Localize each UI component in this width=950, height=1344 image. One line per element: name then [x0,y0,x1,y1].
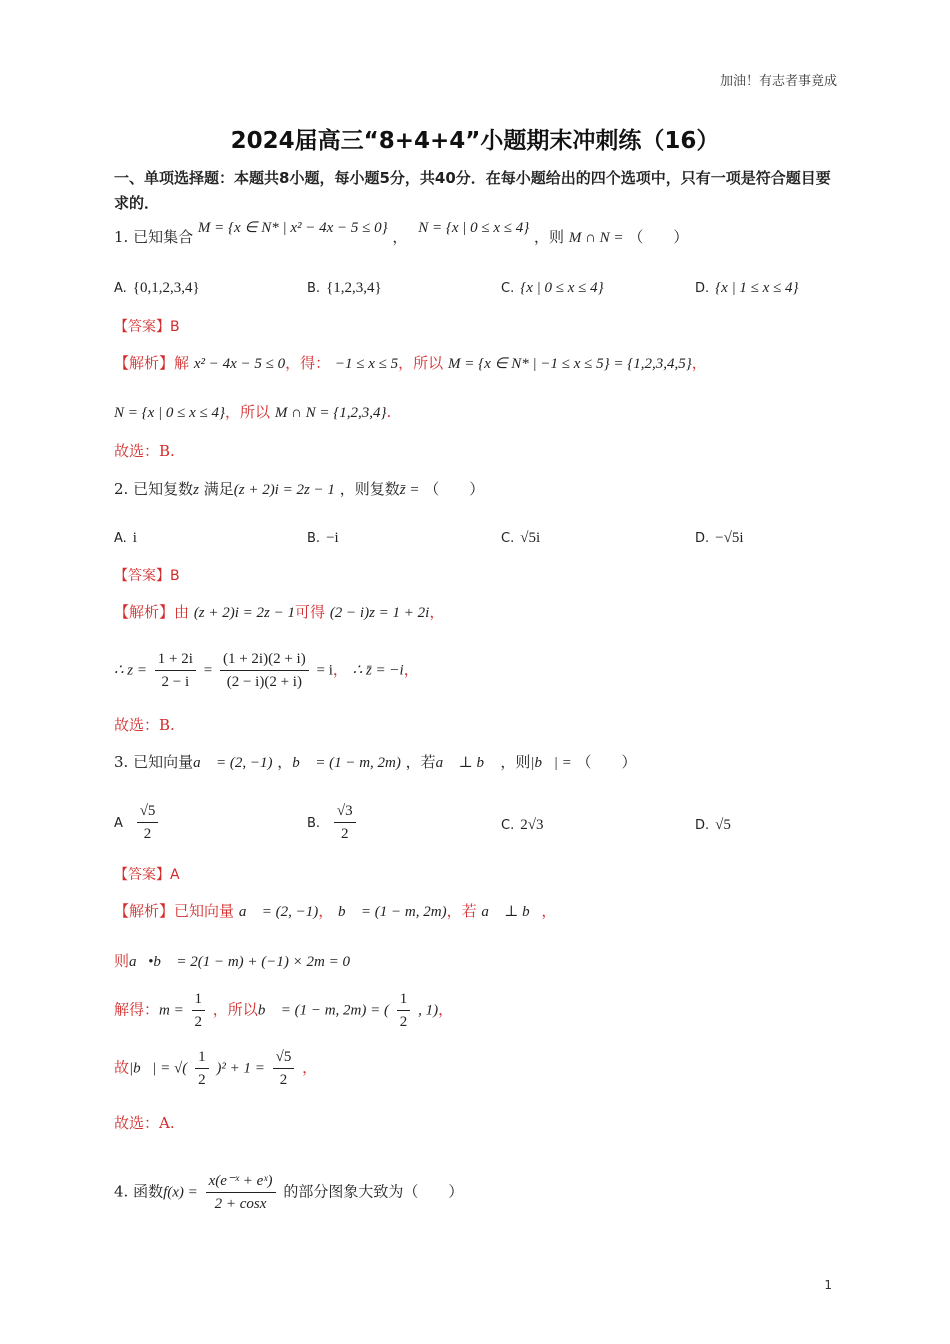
q3-analysis-line-2: 则a⃗•b⃗ = 2(1 − m) + (−1) × 2m = 0 [114,952,350,970]
q1-stem: 1. 已知集合 M = {x ∈ N* | x² − 4x − 5 ≤ 0} ， N = {x | 0 ≤ x ≤ 4} ，则 M ∩ N = （ ） [114,220,689,246]
q2-answer: 【答案】B [114,568,180,584]
q2-option-d: D. −√5i [695,530,744,546]
q3-analysis-line-3: 解得：m = $\frac{1}{2}$ ，所以b⃗ = (1 − m, 2m) = ( $\frac{1}{2}$ , 1)， [114,988,453,1033]
page-title: 2024届高三“8+4+4”小题期末冲刺练（16） [230,128,720,154]
q3-stem: 3. 已知向量a⃗ = (2, −1) ，b⃗ = (1 − m, 2m) ，若a⃗ ⊥ b⃗ ，则|b⃗| = （ ） [114,753,637,771]
q1-option-c: C. {x | 0 ≤ x ≤ 4} [501,280,604,296]
q3-option-c: C. 2√3 [501,817,544,833]
q1-set-n: N = {x | 0 ≤ x ≤ 4} [418,220,530,236]
q2-choice: 故选：B. [114,716,175,734]
q2-fraction-1: $\frac{1 + 2i}{2 - i}$ [155,648,196,693]
q1-answer: 【答案】B [114,319,180,335]
q1-analysis-line-2: N = {x | 0 ≤ x ≤ 4}，所以 M ∩ N = {1,2,3,4}. [114,403,392,421]
q3-option-a: A $\frac{√5}{2}$ [114,800,161,845]
q3-option-d: D. √5 [695,817,731,833]
q3-analysis-line-4: 故|b⃗| = √( $\frac{1}{2}$ )² + 1 = $\frac{√5}{2}$ ， [114,1046,317,1091]
q4-stem: 4. 函数f(x) = $\frac{\text{x(e⁻ˣ + eˣ)}}{2 + \cos x}$ 的部分图象大致为（ ） [114,1170,463,1215]
q1-option-a: A. {0,1,2,3,4} [114,280,200,296]
section-heading: 一、单项选择题：本题共8小题，每小题5分，共40分．在每小题给出的四个选项中，只有一项是符合题目要求的． [114,169,831,212]
q1-expr: M ∩ N = [568,230,624,246]
q2-option-b: B. −i [307,530,339,546]
q4-fraction: $\frac{\text{x(e⁻ˣ + eˣ)}}{2 + \cos x}$ [206,1170,276,1215]
q2-fraction-2: $\frac{(1 + 2i)(2 + i)}{(2 - i)(2 + i)}$ [220,648,309,693]
page-number: 1 [824,1278,832,1292]
q3-choice: 故选：A. [114,1114,175,1132]
q2-option-c: C. √5i [501,530,541,546]
q1-stem-text-a: 1. 已知集合 [114,228,194,246]
q2-analysis-line-1: 【解析】由 (z + 2)i = 2z − 1可得 (2 − i)z = 1 + 2i， [114,603,445,621]
q3-answer: 【答案】A [114,867,180,883]
q2-analysis-line-2: ∴ z = $\frac{1 + 2i}{2 - i}$ = $\frac{(1 + 2i)(2 + i)}{(2 - i)(2 + i)}$ = i， ∴ z̄ = −i， [114,648,419,693]
q1-set-m: M = {x ∈ N* | x² − 4x − 5 ≤ 0} [197,220,388,236]
q1-stem-text-b: ，则 [534,228,565,246]
q1-option-d: D. {x | 1 ≤ x ≤ 4} [695,280,799,296]
q1-paren: （ ） [628,228,689,246]
q2-stem: 2. 已知复数z 满足(z + 2)i = 2z − 1 ，则复数z̄ = （ ） [114,480,485,498]
q1-option-b: B. {1,2,3,4} [307,280,382,296]
q3-option-b: B. $\frac{√3}{2}$ [307,800,359,845]
q2-option-a: A. i [114,530,137,546]
q1-analysis-line-1: 【解析】解 x² − 4x − 5 ≤ 0，得： −1 ≤ x ≤ 5，所以 M = {x ∈ N* | −1 ≤ x ≤ 5} = {1,2,3,4,5}， [114,354,707,372]
q1-choice: 故选：B. [114,442,175,460]
q3-analysis-line-1: 【解析】已知向量 a⃗ = (2, −1)， b⃗ = (1 − m, 2m)，若 a⃗ ⊥ b⃗， [114,902,557,920]
header-motto: 加油！有志者事竟成 [719,74,837,89]
